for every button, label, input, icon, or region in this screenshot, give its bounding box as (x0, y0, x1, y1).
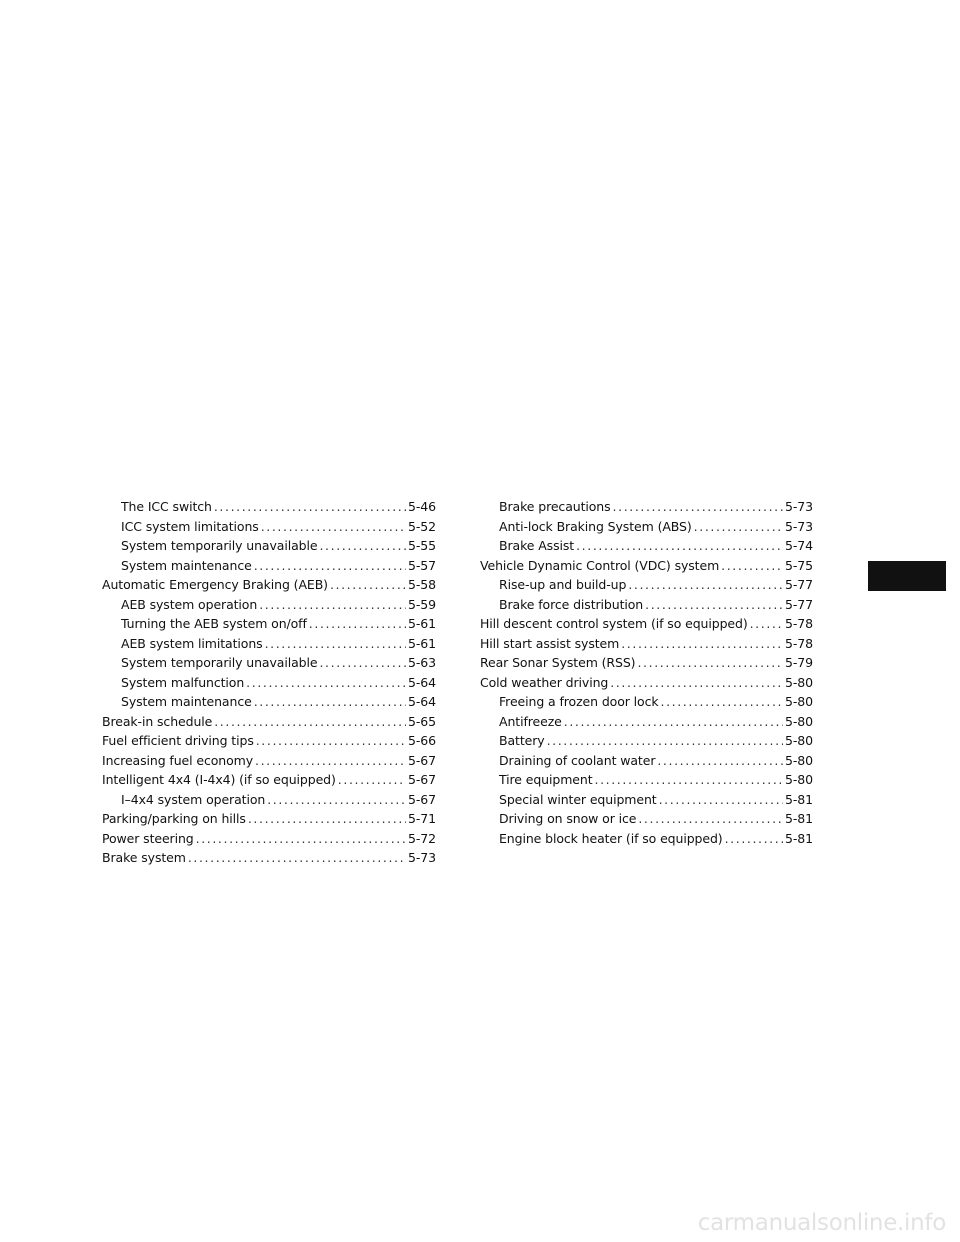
toc-entry-page: 5-74 (785, 538, 813, 553)
dot-leader (319, 653, 406, 673)
toc-entry-page: 5-55 (408, 538, 436, 553)
toc-entry[interactable] (480, 536, 813, 556)
toc-entry-title: AEB system limitations (121, 635, 263, 651)
dot-leader (628, 575, 783, 595)
toc-entry-page: 5-77 (785, 577, 813, 592)
dot-leader (309, 614, 406, 634)
toc-entry[interactable] (480, 731, 813, 751)
toc-entry-page: 5-46 (408, 499, 436, 514)
toc-entry-page: 5-61 (408, 616, 436, 631)
toc-entry-title: Brake system (102, 850, 186, 865)
toc-entry[interactable] (102, 556, 436, 576)
dot-leader (267, 790, 406, 810)
toc-entry-page: 5-65 (408, 713, 436, 729)
section-tab-marker (868, 561, 946, 591)
toc-entry-title: Brake force distribution (499, 596, 644, 612)
dot-leader (613, 497, 783, 517)
dot-leader (659, 790, 783, 810)
dot-leader (621, 634, 783, 654)
toc-entry-page: 5-73 (785, 499, 813, 514)
toc-entry-page: 5-78 (785, 616, 813, 631)
toc-entry-page: 5-80 (785, 713, 813, 729)
toc-entry[interactable] (102, 848, 436, 868)
toc-entry-page: 5-57 (408, 557, 436, 573)
watermark: carmanualsonline.info (697, 1210, 946, 1236)
toc-entry-page: 5-73 (785, 518, 813, 534)
toc-entry-page: 5-80 (785, 772, 813, 787)
toc-entry[interactable] (480, 517, 813, 537)
toc-entry-page: 5-63 (408, 655, 436, 670)
toc-entry-page: 5-81 (785, 830, 813, 846)
dot-leader (254, 692, 406, 712)
dot-leader (661, 692, 784, 712)
dot-leader (259, 595, 406, 615)
toc-entry-title: System temporarily unavailable (121, 655, 318, 670)
toc-entry-title: System maintenance (121, 694, 252, 709)
toc-entry-page: 5-52 (408, 518, 436, 534)
toc-entry[interactable] (102, 770, 436, 790)
dot-leader (330, 575, 406, 595)
toc-entry-title: Rear Sonar System (RSS) (480, 655, 636, 670)
toc-entry[interactable] (102, 634, 436, 654)
toc-entry-title: Fuel efficient driving tips (102, 733, 254, 748)
toc-entry[interactable] (480, 634, 813, 654)
dot-leader (188, 848, 406, 868)
toc-entry-title: Hill start assist system (480, 635, 620, 651)
toc-entry-title: Special winter equipment (499, 791, 657, 807)
toc-entry-title: Parking/parking on hills (102, 811, 246, 826)
toc-entry-title: Antifreeze (499, 713, 562, 729)
toc-entry-page: 5-72 (408, 830, 436, 846)
toc-entry[interactable] (102, 497, 436, 517)
toc-entry[interactable] (480, 712, 813, 732)
toc-entry-title: Freeing a frozen door lock (499, 694, 659, 709)
toc-entry-title: Brake Assist (499, 538, 575, 553)
toc-entry[interactable] (480, 751, 813, 771)
toc-entry[interactable] (102, 809, 436, 829)
toc-entry-title: Turning the AEB system on/off (121, 616, 307, 631)
dot-leader (576, 536, 783, 556)
dot-leader (338, 770, 406, 790)
toc-entry-title: Battery (499, 733, 545, 748)
dot-leader (637, 653, 783, 673)
toc-entry[interactable] (480, 497, 813, 517)
toc-entry-page: 5-80 (785, 674, 813, 690)
toc-entry-title: Cold weather driving (480, 674, 609, 690)
toc-entry-title: Automatic Emergency Braking (AEB) (102, 577, 328, 592)
toc-entry[interactable] (102, 751, 436, 771)
dot-leader (214, 497, 406, 517)
dot-leader (645, 595, 783, 615)
toc-entry-title: Engine block heater (if so equipped) (499, 830, 723, 846)
toc-column-left (102, 497, 436, 868)
toc-entry[interactable] (102, 575, 436, 595)
toc-entry-title: Anti-lock Braking System (ABS) (499, 518, 692, 534)
toc-entry[interactable] (480, 692, 813, 712)
toc-entry-page: 5-66 (408, 733, 436, 748)
dot-leader (256, 731, 406, 751)
toc-entry[interactable] (102, 829, 436, 849)
toc-entry[interactable] (480, 556, 813, 576)
dot-leader (547, 731, 783, 751)
toc-entry-page: 5-78 (785, 635, 813, 651)
toc-entry-title: Increasing fuel economy (102, 752, 254, 768)
toc-entry-page: 5-75 (785, 557, 813, 573)
toc-entry-page: 5-67 (408, 791, 436, 807)
toc-entry[interactable] (102, 692, 436, 712)
toc-entry-title: Tire equipment (499, 772, 593, 787)
toc-entry[interactable] (102, 731, 436, 751)
toc-entry-page: 5-79 (785, 655, 813, 670)
toc-entry[interactable] (480, 575, 813, 595)
toc-entry-title: Driving on snow or ice (499, 811, 637, 826)
toc-entry-title: System malfunction (121, 674, 245, 690)
toc-entry[interactable] (480, 809, 813, 829)
dot-leader (564, 712, 783, 732)
toc-entry-title: Brake precautions (499, 499, 611, 514)
toc-entry-page: 5-71 (408, 811, 436, 826)
dot-leader (657, 751, 783, 771)
toc-entry-page: 5-80 (785, 752, 813, 768)
toc-entry-page: 5-64 (408, 694, 436, 709)
toc-entry[interactable] (102, 595, 436, 615)
dot-leader (595, 770, 784, 790)
toc-entry-title: The ICC switch (121, 499, 212, 514)
toc-entry[interactable] (480, 595, 813, 615)
toc-entry[interactable] (102, 653, 436, 673)
dot-leader (721, 556, 783, 576)
toc-entry-page: 5-81 (785, 791, 813, 807)
toc-entry[interactable] (102, 614, 436, 634)
dot-leader (254, 556, 406, 576)
toc-entry-page: 5-73 (408, 850, 436, 865)
dot-leader (319, 536, 406, 556)
toc-entry[interactable] (480, 790, 813, 810)
dot-leader (246, 673, 406, 693)
dot-leader (610, 673, 783, 693)
toc-entry[interactable] (480, 673, 813, 693)
toc-entry[interactable] (480, 614, 813, 634)
toc-entry-page: 5-77 (785, 596, 813, 612)
toc-entry[interactable] (102, 673, 436, 693)
toc-entry-title: Power steering (102, 830, 194, 846)
toc-entry-page: 5-58 (408, 577, 436, 592)
toc-entry[interactable] (480, 653, 813, 673)
toc-column-right (480, 497, 813, 848)
dot-leader (750, 614, 783, 634)
dot-leader (248, 809, 406, 829)
toc-entry-title: System temporarily unavailable (121, 538, 318, 553)
toc-entry-title: Hill descent control system (if so equipped) (480, 616, 748, 631)
dot-leader (214, 712, 406, 732)
toc-entry[interactable] (102, 517, 436, 537)
toc-entry-title: Rise-up and build-up (499, 577, 627, 592)
toc-entry[interactable] (480, 770, 813, 790)
toc-entry-title: ICC system limitations (121, 518, 259, 534)
toc-entry-title: I–4x4 system operation (121, 791, 266, 807)
toc-entry[interactable] (102, 790, 436, 810)
toc-entry[interactable] (102, 536, 436, 556)
toc-entry-title: Vehicle Dynamic Control (VDC) system (480, 557, 720, 573)
toc-entry[interactable] (480, 829, 813, 849)
toc-entry-page: 5-80 (785, 694, 813, 709)
dot-leader (725, 829, 783, 849)
toc-entry-page: 5-81 (785, 811, 813, 826)
toc-entry-title: Intelligent 4x4 (I-4x4) (if so equipped) (102, 772, 336, 787)
toc-entry[interactable] (102, 712, 436, 732)
dot-leader (638, 809, 783, 829)
toc-entry-title: System maintenance (121, 557, 252, 573)
dot-leader (694, 517, 783, 537)
toc-entry-page: 5-59 (408, 596, 436, 612)
toc-entry-page: 5-61 (408, 635, 436, 651)
toc-entry-title: AEB system operation (121, 596, 258, 612)
toc-entry-title: Draining of coolant water (499, 752, 656, 768)
dot-leader (255, 751, 406, 771)
toc-entry-page: 5-64 (408, 674, 436, 690)
dot-leader (265, 634, 406, 654)
toc-entry-page: 5-67 (408, 752, 436, 768)
dot-leader (261, 517, 406, 537)
toc-entry-page: 5-67 (408, 772, 436, 787)
toc-entry-page: 5-80 (785, 733, 813, 748)
toc-entry-title: Break-in schedule (102, 713, 213, 729)
dot-leader (196, 829, 406, 849)
